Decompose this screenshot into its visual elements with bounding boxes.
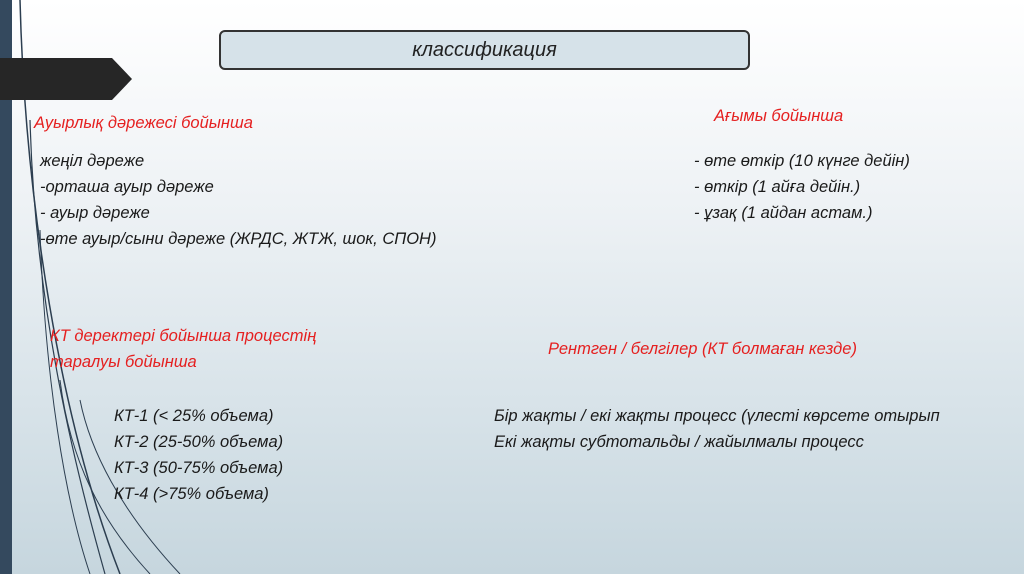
course-item: - ұзақ (1 айдан астам.) <box>694 204 873 222</box>
severity-item: - ауыр дәреже <box>40 204 150 222</box>
ct-item: КТ-1 (< 25% объема) <box>114 407 274 425</box>
severity-item: жеңіл дәреже <box>40 152 145 170</box>
arrow-tab-shape <box>0 58 132 100</box>
course-heading: Ағымы бойынша <box>714 107 844 125</box>
course-item: - өте өткір (10 күнге дейін) <box>694 152 910 170</box>
course-item: - өткір (1 айға дейін.) <box>694 178 861 196</box>
ct-item: КТ-2 (25-50% объема) <box>114 433 284 451</box>
xray-item: Бір жақты / екі жақты процесс (үлесті көрсете отырып <box>494 407 940 425</box>
title-box <box>219 30 750 70</box>
ct-heading-line2: таралуы бойынша <box>50 353 197 371</box>
severity-item: -орташа ауыр дәреже <box>40 178 214 196</box>
xray-heading: Рентген / белгілер (КТ болмаған кезде) <box>548 340 857 358</box>
ct-item: КТ-3 (50-75% объема) <box>114 459 284 477</box>
xray-item: Екі жақты субтотальды / жайылмалы процесс <box>494 433 864 451</box>
severity-item: -өте ауыр/сыни дәреже (ЖРДС, ЖТЖ, шок, СПОН) <box>40 230 437 248</box>
ct-item: КТ-4 (>75% объема) <box>114 485 269 503</box>
severity-heading: Ауырлық дәрежесі бойынша <box>34 114 253 132</box>
slide-title: классификация <box>412 38 557 61</box>
ct-heading-line1: КТ деректері бойынша процестің <box>50 327 317 345</box>
